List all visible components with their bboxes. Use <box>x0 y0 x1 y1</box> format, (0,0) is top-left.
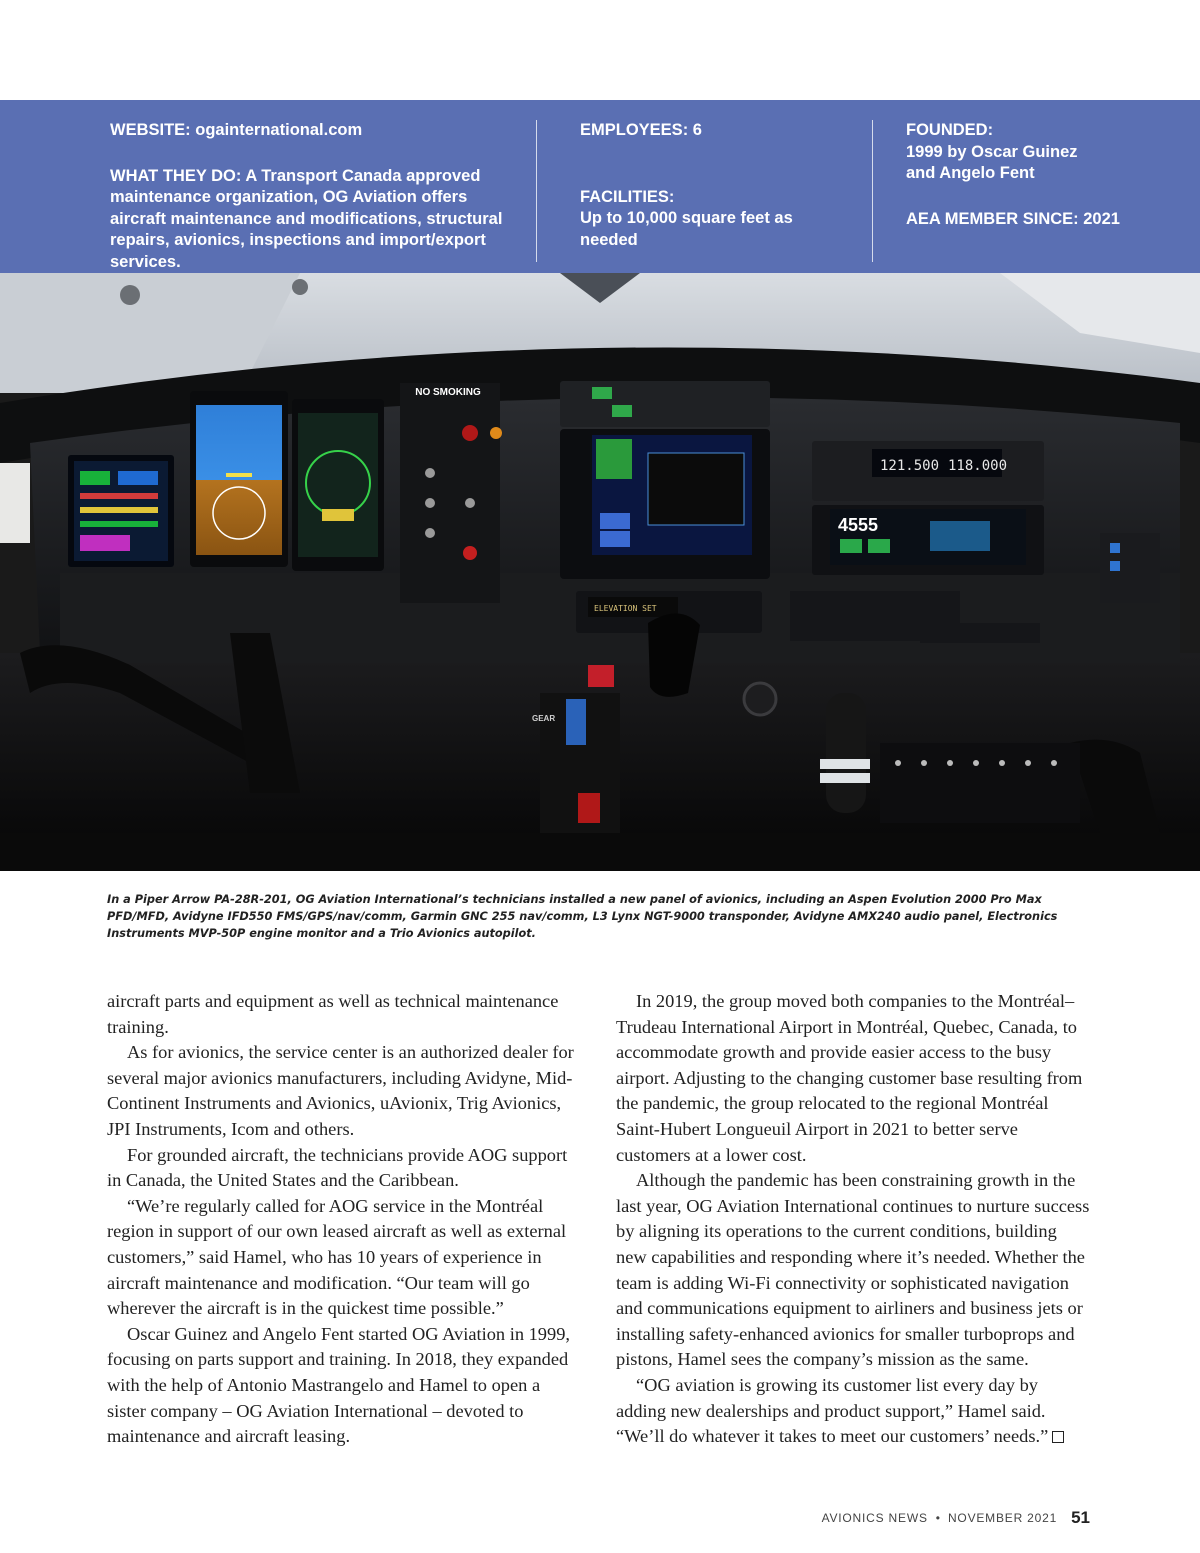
cockpit-illustration <box>0 273 1200 871</box>
page-footer <box>822 1508 1090 1528</box>
info-column-employees <box>580 120 850 251</box>
page-number: 51 <box>1071 1508 1090 1527</box>
paragraph: aircraft parts and equipment as well as technical maintenance training. <box>107 991 559 1037</box>
article-column-left <box>107 989 583 1450</box>
com-standby-frequency: 118.000 <box>948 458 1008 474</box>
info-column-founded <box>906 120 1186 230</box>
website-label: WEBSITE: <box>110 121 191 139</box>
end-of-article-icon <box>1052 1431 1064 1443</box>
cockpit-panel-photo <box>0 273 1200 871</box>
squawk-code: 4555 <box>838 515 879 535</box>
publication-name: AVIONICS NEWS <box>821 1511 928 1525</box>
info-divider-2 <box>872 120 873 262</box>
com-active-frequency: 121.500 <box>880 458 940 474</box>
autopilot-elevation-readout: ELEVATION SET <box>594 604 657 613</box>
paragraph: “We’re regularly called for AOG service in the Montréal region in support of our own leased aircraft as well as external customers,” said Hamel, who has 10 years of experience in aircraft maintenance and modification. “Our team will go wherever the aircraft is in the quickest time possible.” <box>107 1195 567 1319</box>
founded-label: FOUNDED: <box>906 121 994 139</box>
founded-value-line2: and Angelo Fent <box>906 164 1035 182</box>
facilities-label: FACILITIES: <box>580 187 675 206</box>
what-value: A Transport Canada approved maintenance organization, OG Aviation offers aircraft maintenance and modifications, structural repairs, avionics, inspections and import/export services. <box>110 166 503 271</box>
aea-value: 2021 <box>1083 209 1120 228</box>
what-label: WHAT THEY DO: <box>110 166 242 185</box>
photo-caption: In a Piper Arrow PA-28R-201, OG Aviation International’s technicians installed a new panel of avionics, including an Aspen Evolution 2000 Pro Max PFD/MFD, Avidyne IFD550 FMS/GPS/nav/comm, Garmin GNC 255 nav/comm, L3 Lynx NGT-9000 transponder, Avidyne AMX240 audio panel, Electronics Instruments MVP-50P engine monitor and a Trio Avionics autopilot. <box>107 893 1058 940</box>
founded-value-line1: 1999 by Oscar Guinez <box>906 142 1078 161</box>
info-divider-1 <box>536 120 537 262</box>
gear-label: GEAR <box>532 714 556 723</box>
paragraph: In 2019, the group moved both companies to the Montréal–Trudeau International Airport in Montréal, Quebec, Canada, to accommodate growth and provide easier access to the busy airport. Adjusting to the changing customer base resulting from the pandemic, the group relocated to the regional Montréal Saint-Hubert Longueuil Airport in 2021 to better serve customers at a lower cost. <box>616 991 1083 1165</box>
company-info-box <box>0 100 1200 273</box>
info-column-website <box>110 120 520 273</box>
paragraph: As for avionics, the service center is an authorized dealer for several major avionics manufacturers, including Avidyne, Mid-Continent Instruments and Avionics, uAvionix, Trig Avionics, JPI Instruments, Icom and others. <box>107 1042 574 1139</box>
no-smoking-placard: NO SMOKING <box>415 387 481 398</box>
employees-value: 6 <box>692 121 702 139</box>
closing-paragraph-text: “OG aviation is growing its customer list every day by adding new dealerships and product support,” Hamel said. “We’ll do whatever it takes to meet our customers’ needs.” <box>616 1374 1049 1447</box>
article-column-right <box>616 989 1092 1450</box>
bullet-separator-icon: • <box>935 1511 940 1525</box>
paragraph: Oscar Guinez and Angelo Fent started OG Aviation in 1999, focusing on parts support and training. In 2018, they expanded with the help of Antonio Mastrangelo and Hamel to open a sister company – OG Aviation International – devoted to maintenance and aircraft leasing. <box>107 1323 570 1447</box>
paragraph: Although the pandemic has been constraining growth in the last year, OG Aviation International continues to nurture success by aligning its operations to the current conditions, building new capabilities and responding where it’s needed. Whether the team is adding Wi-Fi connectivity or sophisticated navigation and communications equipment to airliners and business jets or installing safety-enhanced avionics for smaller turboprops and pistons, Hamel sees the company’s mission as the same. <box>616 1170 1090 1370</box>
employees-label: EMPLOYEES: <box>580 121 689 139</box>
issue-date: NOVEMBER 2021 <box>947 1511 1058 1525</box>
website-value: ogainternational.com <box>195 121 363 139</box>
paragraph <box>616 1373 1092 1450</box>
aea-label: AEA MEMBER SINCE: <box>906 209 1079 228</box>
facilities-value: Up to 10,000 square feet as needed <box>580 209 793 249</box>
paragraph: For grounded aircraft, the technicians provide AOG support in Canada, the United States and the Caribbean. <box>107 1144 568 1191</box>
